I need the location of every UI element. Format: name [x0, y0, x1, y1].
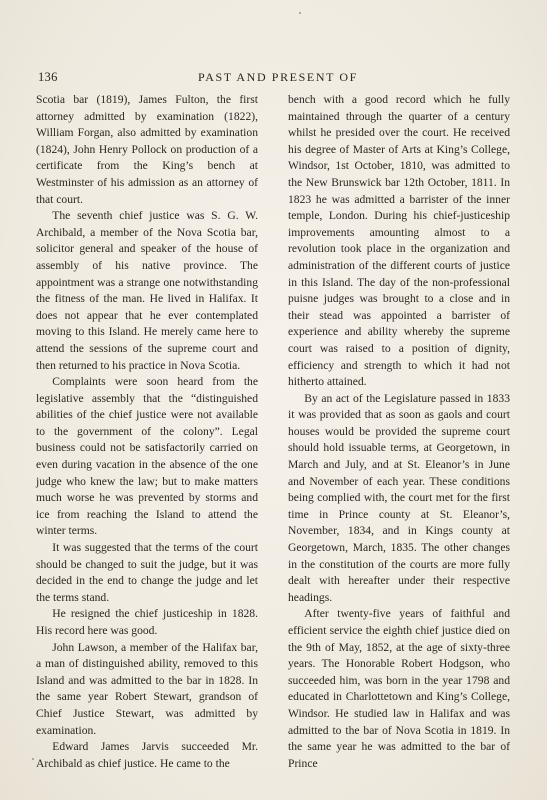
paragraph: bench with a good record which he fully maintained through the quarter of a century whilst he presided over the court. He received his degree of Master of Arts at King’s College, Windsor, 1st October, 1810, was admitted to the New Brunswick bar 12th October, 1811. In 1823 he was admitted a barrister of the inner temple, London. During his chief-justiceship improvements amounting almost to a revolution took place in the organization and administration of the different courts of justice in this Island. The day of the non-professional puisne judges was brought to a close and in their stead was appointed a barrister of experience and ability whereby the supreme court was raised to a position of dignity, efficiency and strength to which it had not hitherto attained.	[288, 93, 510, 389]
paragraph: By an act of the Legislature passed in 1833 it was provided that as soon as gaols and court houses would be provided the supreme court should hold issuable terms, at Georgetown, in March and July, and at St. Eleanor’s in June and November of each year. These conditions being complied with, the court met for the first time in Prince county at St. Eleanor’s, November, 1834, and in Kings county at Georgetown, March, 1835. The other changes in the constitution of the courts are more fully dealt with hereafter under their respective headings.	[288, 391, 510, 604]
paper-speck	[299, 12, 301, 14]
paragraph: The seventh chief justice was S. G. W. Archibald, a member of the Nova Scotia bar, solicitor general and speaker of the house of assembly of his native province. The appointment was a strange one notwithstanding the fitness of the man. He lived in Halifax. It does not appear that he ever contemplated moving to this Island. He merely came here to attend the sessions of the supreme court and then returned to his practice in Nova Scotia.	[36, 209, 258, 372]
paragraph: Complaints were soon heard from the legislative assembly that the “distinguished abilities of the chief justice were not available to the government of the colony”. Legal business could not be satisfactorily carried on even during vacation in the absence of the one judge who knew the law; but to make matters much worse he was prevented by storms and ice from reaching the Island to attend the winter terms.	[36, 375, 258, 538]
left-column	[36, 92, 258, 772]
page-number: 136	[38, 70, 58, 84]
paragraph: It was suggested that the terms of the court should be changed to suit the judge, but it was decided in the end to change the judge and let the terms stand.	[36, 541, 258, 604]
paragraph: He resigned the chief justiceship in 1828. His record here was good.	[36, 607, 258, 637]
running-title: PAST AND PRESENT OF	[198, 70, 358, 84]
paragraph: John Lawson, a member of the Halifax bar, a man of distinguished ability, removed to this Island and was admitted to the bar in 1828. In the same year Robert Stewart, grandson of Chief Justice Stewart, was admitted by examination.	[36, 640, 258, 737]
paper-speck	[32, 758, 34, 760]
paragraph: Edward James Jarvis succeeded Mr. Archibald as chief justice. He came to the	[36, 740, 258, 770]
paragraph: After twenty-five years of faithful and efficient service the eighth chief justice died on the 9th of May, 1852, at the age of sixty-three years. The Honorable Robert Hodgson, who succeeded him, was born in the year 1798 and educated in Charlottetown and King’s College, Windsor. He studied law in Halifax and was admitted to the bar of Nova Scotia in 1819. In the same year he was admitted to the bar of Prince	[288, 607, 510, 770]
page-header	[38, 70, 518, 86]
right-column	[288, 92, 510, 772]
paragraph: Scotia bar (1819), James Fulton, the first attorney admitted by examination (1822), William Forgan, also admitted by examination (1824), John Henry Pollock on production of a certificate from the King’s bench at Westminster of his admission as an attorney of that court.	[36, 93, 258, 206]
